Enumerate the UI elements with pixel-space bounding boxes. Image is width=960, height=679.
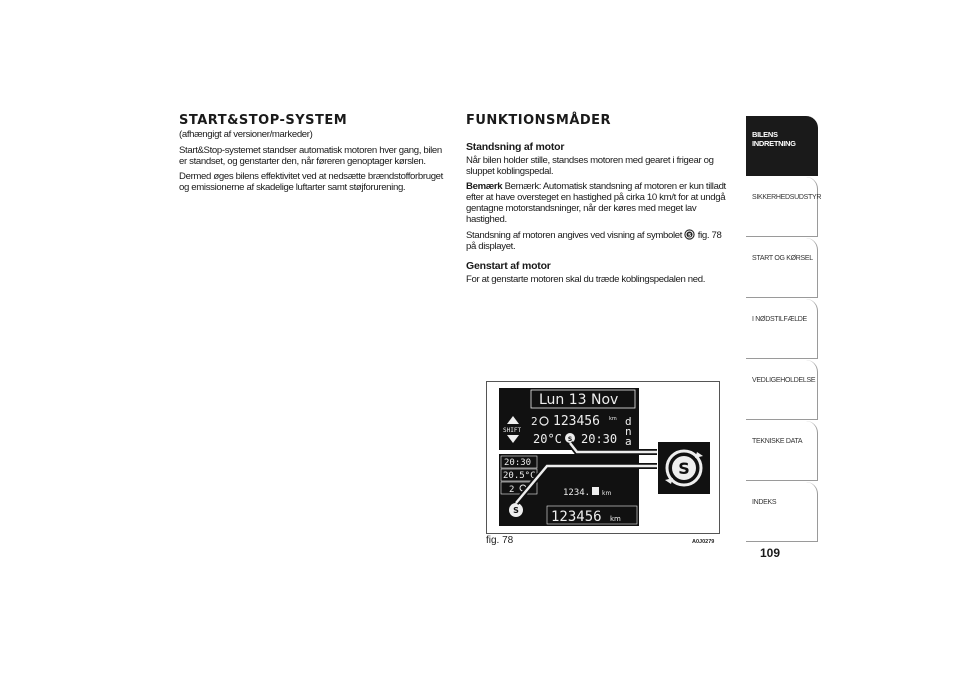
odo-top: 123456 <box>553 414 600 429</box>
figure-reference[interactable]: fig. 78 på displayet. <box>466 230 722 252</box>
right-column <box>466 113 728 289</box>
tab-i-nodstilfaelde[interactable]: I NØDSTILFÆLDE <box>746 299 818 359</box>
section-title-start-stop: START&STOP-SYSTEM <box>179 113 348 128</box>
note-label: Bemærk <box>466 181 503 192</box>
left-column <box>179 113 451 197</box>
tab-indeks[interactable]: INDEKS <box>746 482 818 542</box>
tab-tekniske-data[interactable]: TEKNISKE DATA <box>746 421 818 481</box>
mode-a: a <box>625 435 632 448</box>
restart-heading: Genstart af motor <box>466 260 551 272</box>
svg-text:S: S <box>567 436 573 443</box>
odo-bottom: 123456 <box>551 509 602 525</box>
tab-sikkerhedsudstyr[interactable]: SIKKERHEDSUDSTYR <box>746 177 818 237</box>
stop-heading: Standsning af motor <box>466 141 565 153</box>
note-text: Bemærk: Automatisk standsning af motoren er kun tilladt efter at have oversteget en hastighed på cirka 10 km/t for at undgå gentagne motorstandsninger, når der køres med meget lav hastighed. <box>466 181 726 225</box>
lower-temp: 20.5°C <box>503 471 536 481</box>
tab-start-og-korsel[interactable]: START OG KØRSEL <box>746 238 818 298</box>
lower-time: 20:30 <box>504 458 532 468</box>
mode-d: d <box>625 415 632 428</box>
restart-paragraph: For at genstarte motoren skal du træde koblingspedalen ned. <box>466 274 706 285</box>
trip-value: 1234. <box>563 488 591 498</box>
odo-bottom-unit: km <box>610 515 621 523</box>
chapter-sidebar <box>746 116 822 543</box>
mode-n: n <box>625 425 632 438</box>
symbol-text-a: Standsning af motoren angives ved visning af symbolet <box>466 230 683 241</box>
subtitle: (afhængigt af versioner/markeder) <box>179 129 313 140</box>
display-temp: 20°C <box>533 432 562 446</box>
trip-prefix: 2 <box>531 415 538 428</box>
figure-code: A0J0279 <box>692 539 715 545</box>
page-number: 109 <box>760 546 781 560</box>
figure-label: fig. 78 <box>486 535 514 546</box>
lower-gear: 2 <box>509 485 515 495</box>
display-date: Lun 13 Nov <box>539 392 619 408</box>
efficiency-paragraph: Dermed øges bilens effektivitet ved at nedsætte brændstofforbruget og emissionerne af skadelige luftarter samt støjforurening. <box>179 171 443 193</box>
figure-78 <box>486 381 720 534</box>
svg-text:S: S <box>688 233 692 239</box>
tab-bilens-indretning[interactable]: BILENS INDRETNING <box>746 116 818 176</box>
start-stop-icon <box>684 229 695 240</box>
shift-label: SHIFT <box>503 427 522 434</box>
note-paragraph <box>466 181 728 225</box>
svg-text:S: S <box>513 506 519 515</box>
odo-top-unit: km <box>609 416 617 422</box>
stop-paragraph: Når bilen holder stille, standses motoren med gearet i frigear og sluppet koblingspedal. <box>466 155 714 177</box>
symbol-paragraph <box>466 229 728 252</box>
section-title-modes: FUNKTIONSMÅDER <box>466 113 612 128</box>
trip-unit: km <box>602 490 612 497</box>
svg-text:S: S <box>678 459 690 478</box>
display-time: 20:30 <box>581 432 618 446</box>
tab-vedligeholdelse[interactable]: VEDLIGEHOLDELSE <box>746 360 818 420</box>
dashboard-display-illustration <box>487 382 719 533</box>
intro-paragraph: Start&Stop-systemet standser automatisk motoren hver gang, bilen er standset, og genstarter den, når føreren genoptager kørslen. <box>179 145 442 167</box>
